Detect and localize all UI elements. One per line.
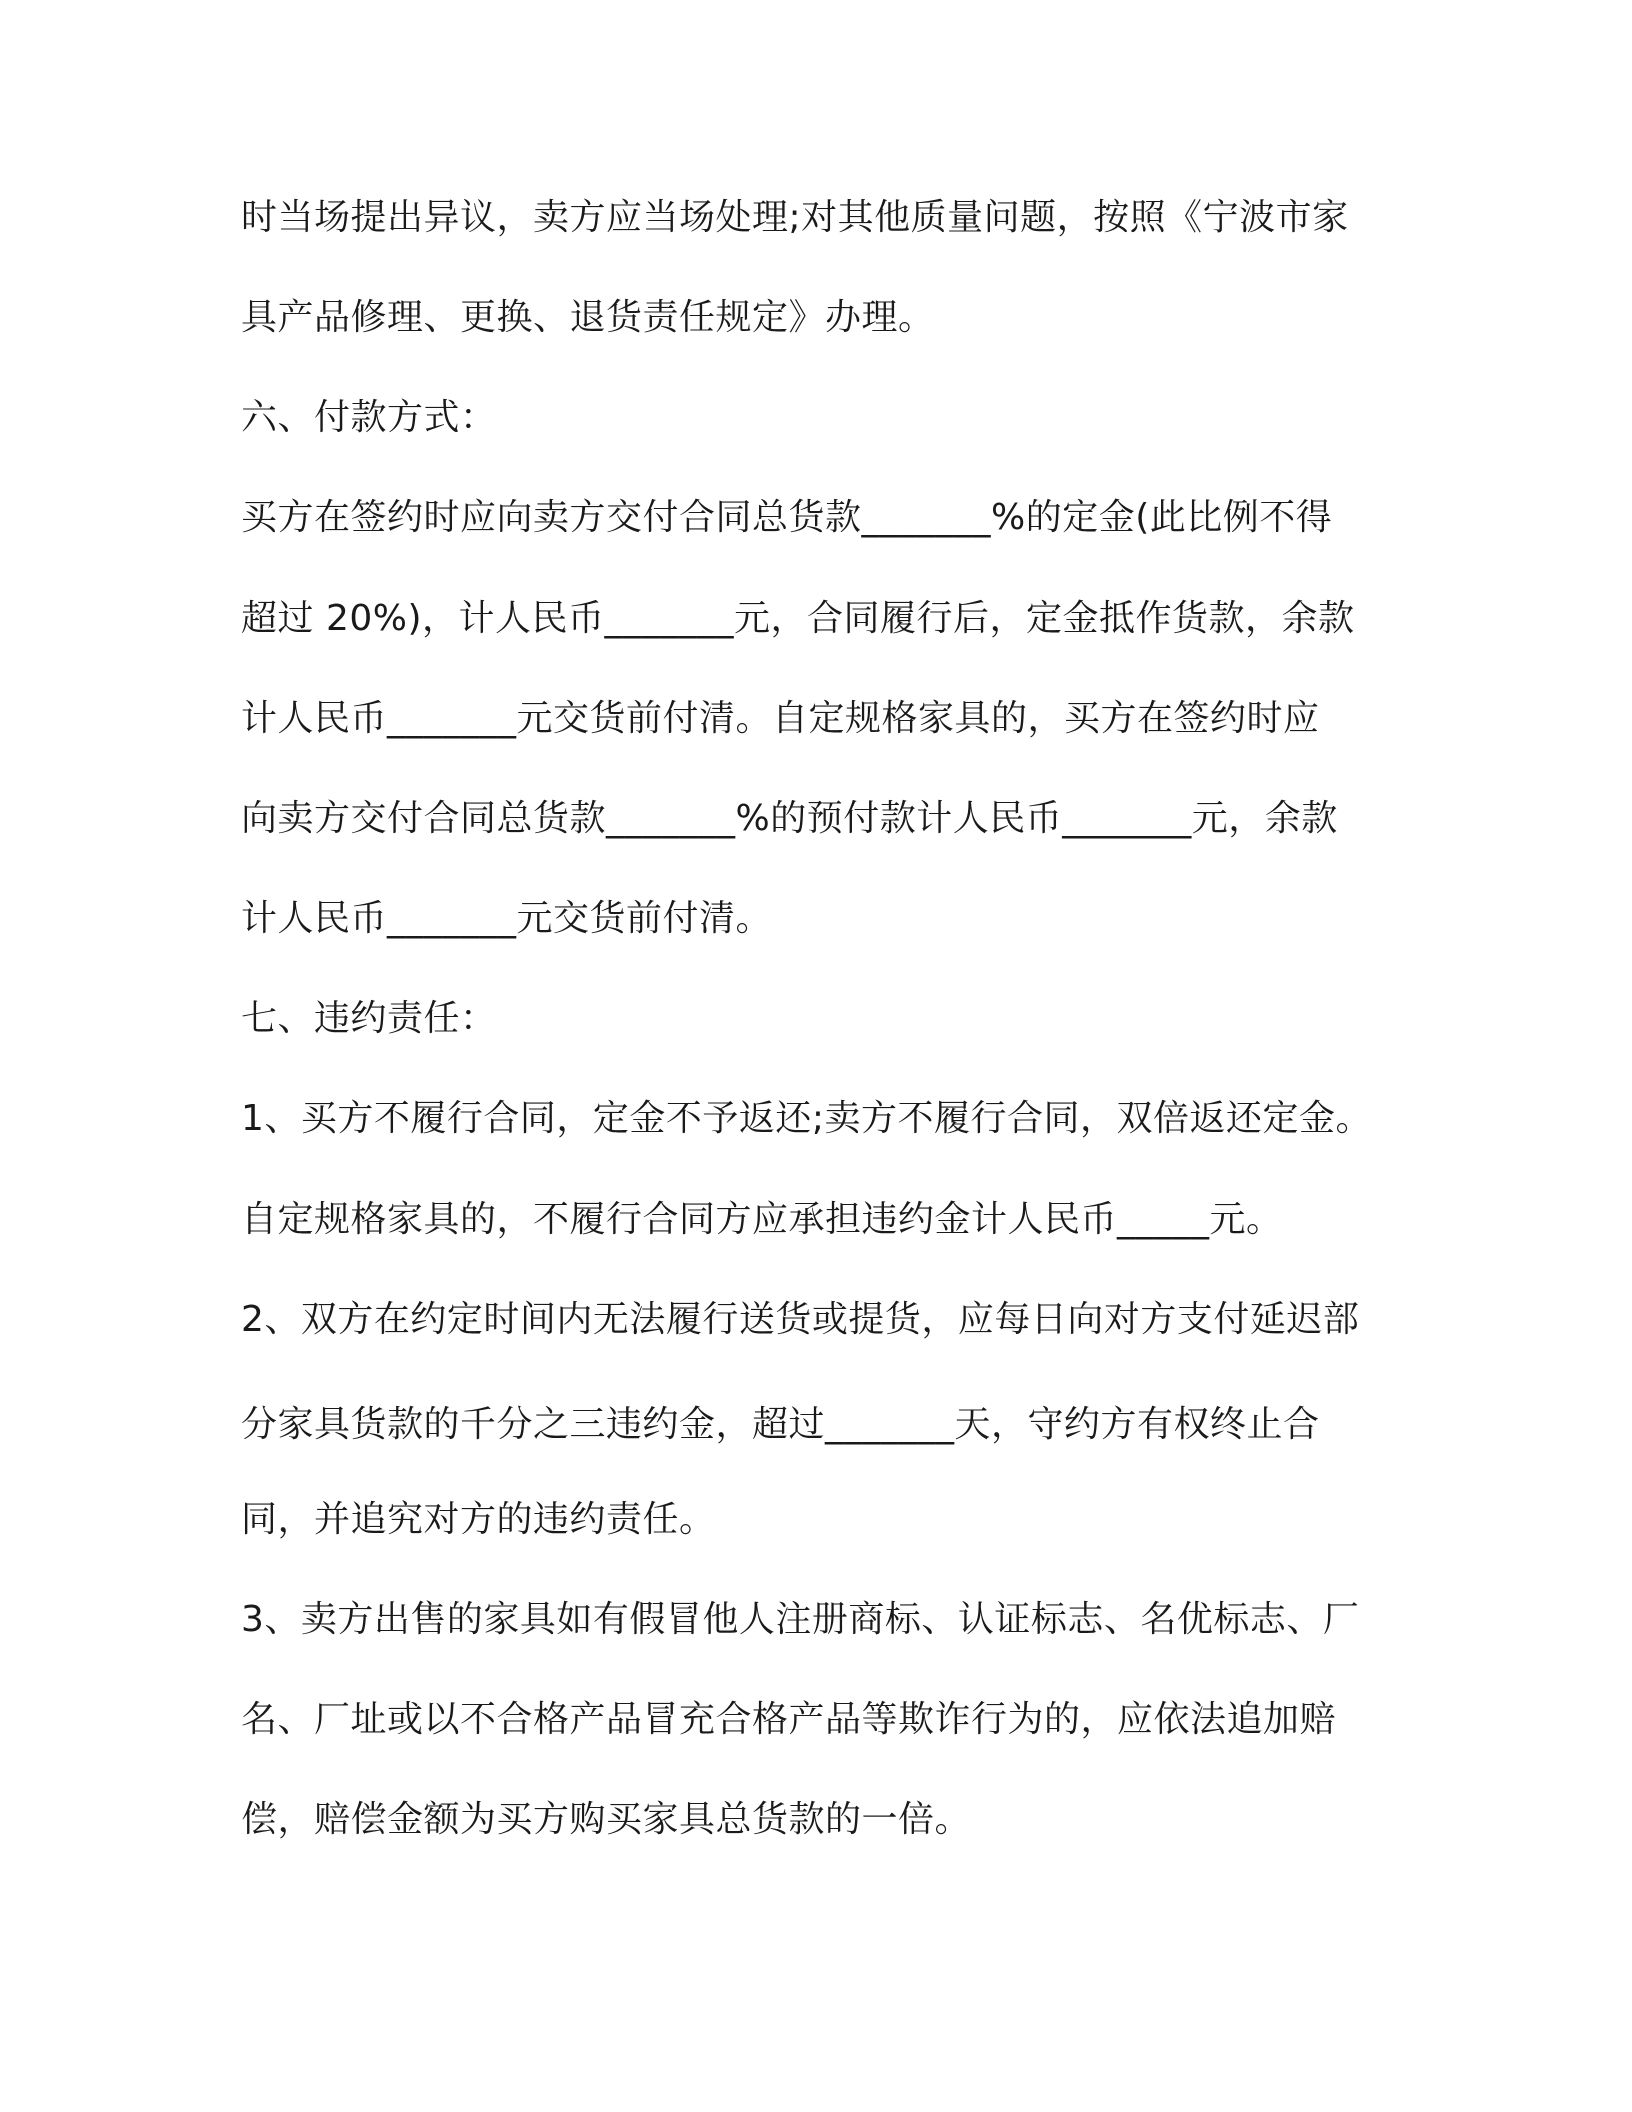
text-line: 分家具货款的千分之三违约金，超过_______天，守约方有权终止合 <box>241 1404 1320 1445</box>
text-line: 计人民币_______元交货前付清。自定规格家具的，买方在签约时应 <box>241 698 1320 739</box>
text-line: 偿，赔偿金额为买方购买家具总货款的一倍。 <box>241 1799 972 1840</box>
text-line: 1、买方不履行合同，定金不予返还;卖方不履行合同，双倍返还定金。 <box>241 1098 1373 1139</box>
section-heading-payment: 六、付款方式： <box>241 397 497 438</box>
text-line: 名、厂址或以不合格产品冒充合格产品等欺诈行为的，应依法追加赔 <box>241 1699 1337 1740</box>
text-line: 3、卖方出售的家具如有假冒他人注册商标、认证标志、名优标志、厂 <box>241 1599 1360 1640</box>
text-line: 计人民币_______元交货前付清。 <box>241 898 773 939</box>
text-line: 向卖方交付合同总货款_______%的预付款计人民币_______元，余款 <box>241 798 1338 839</box>
text-line: 具产品修理、更换、退货责任规定》办理。 <box>241 297 935 338</box>
text-line: 买方在签约时应向卖方交付合同总货款_______%的定金(此比例不得 <box>241 497 1333 538</box>
text-line: 2、双方在约定时间内无法履行送货或提货，应每日向对方支付延迟部 <box>241 1299 1360 1340</box>
text-line: 同，并追究对方的违约责任。 <box>241 1499 716 1540</box>
text-line: 自定规格家具的，不履行合同方应承担违约金计人民币_____元。 <box>241 1199 1283 1240</box>
text-line: 超过 20%)，计人民币_______元，合同履行后，定金抵作货款，余款 <box>241 598 1355 639</box>
section-heading-liability: 七、违约责任： <box>241 998 497 1039</box>
text-line: 时当场提出异议，卖方应当场处理;对其他质量问题，按照《宁波市家 <box>241 197 1349 238</box>
